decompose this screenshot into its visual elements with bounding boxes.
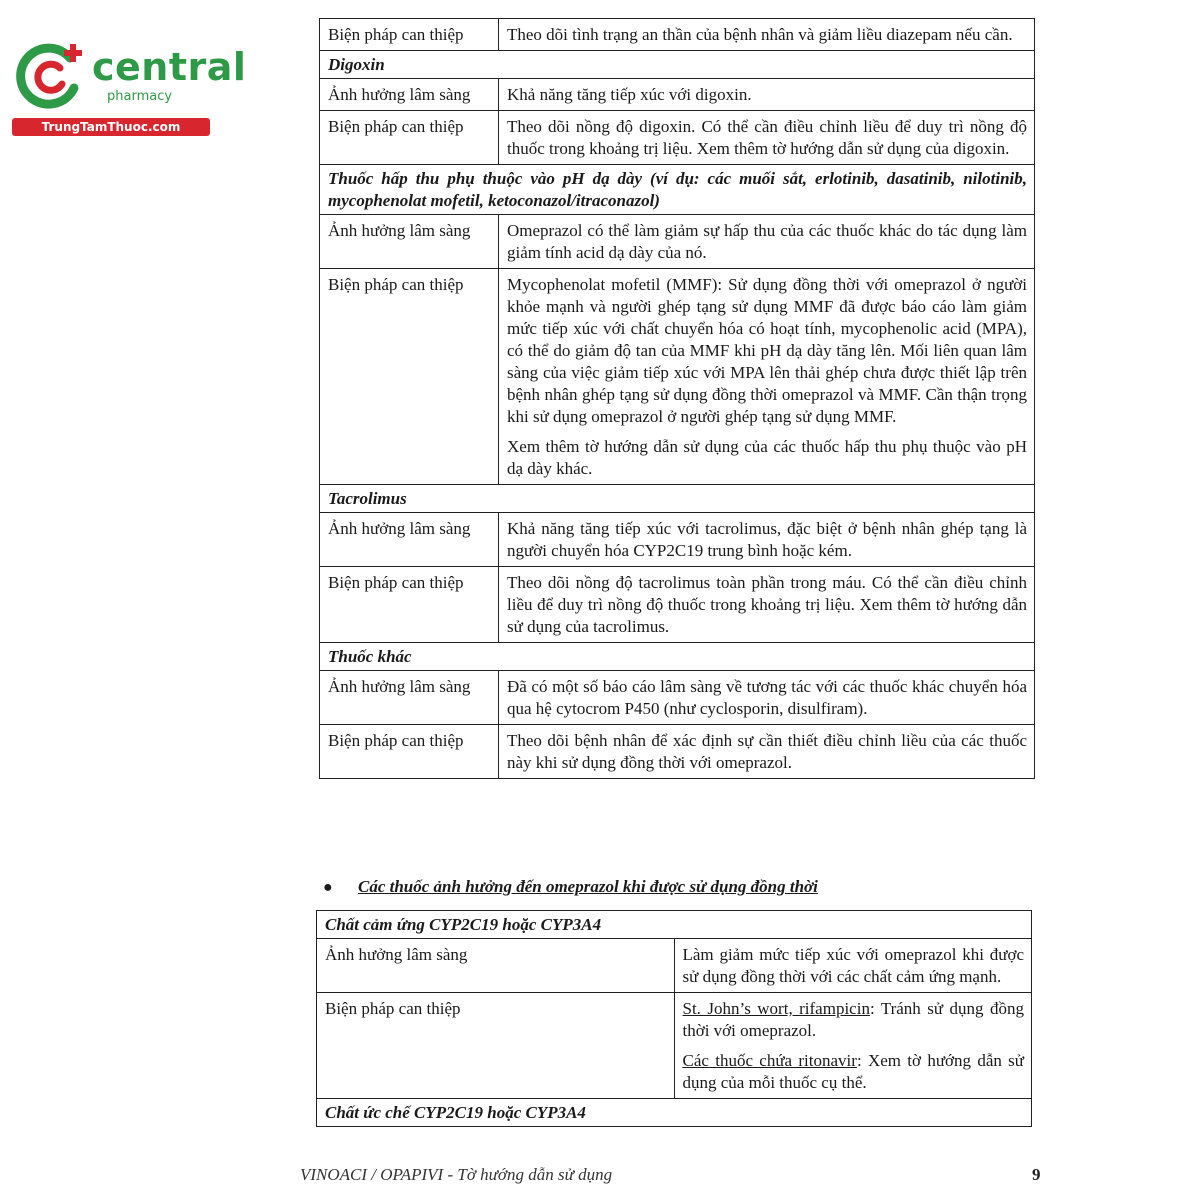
row-text: Làm giảm mức tiếp xúc với omeprazol khi được sử dụng đồng thời với các chất cảm ứng mạnh.	[674, 939, 1032, 993]
row-text: Theo dõi nồng độ digoxin. Có thể cần điều chỉnh liều để duy trì nồng độ thuốc trong khoảng trị liệu. Xem thêm tờ hướng dẫn sử dụng của digoxin.	[499, 111, 1035, 165]
row-text: Theo dõi tình trạng an thần của bệnh nhân và giảm liều diazepam nếu cần.	[499, 19, 1035, 51]
section-title: Thuốc hấp thu phụ thuộc vào pH dạ dày (ví dụ: các muối sắt, erlotinib, dasatinib, nilotinib, mycophenolat mofetil, ketoconazol/itraconazol)	[320, 165, 1035, 215]
paragraph	[683, 998, 1025, 1042]
logo-wordmark: central	[92, 45, 247, 89]
section-header-digoxin	[320, 51, 1035, 79]
section-header-inhibitors	[317, 1099, 1032, 1127]
row-label: Ảnh hưởng lâm sàng	[320, 79, 499, 111]
paragraph: Xem thêm tờ hướng dẫn sử dụng của các thuốc hấp thu phụ thuộc vào pH dạ dày khác.	[507, 437, 1027, 478]
row-text-cell	[674, 993, 1032, 1099]
section-title: Chất cảm ứng CYP2C19 hoặc CYP3A4	[317, 911, 1032, 939]
table-row	[320, 513, 1035, 567]
section-header-ph-drugs	[320, 165, 1035, 215]
row-text: Khả năng tăng tiếp xúc với tacrolimus, đặc biệt ở bệnh nhân ghép tạng là người chuyển hóa CYP2C19 trung bình hoặc kém.	[499, 513, 1035, 567]
row-label: Ảnh hưởng lâm sàng	[317, 939, 675, 993]
bullet-heading-text: Các thuốc ảnh hưởng đến omeprazol khi được sử dụng đồng thời	[358, 877, 818, 896]
row-text: Khả năng tăng tiếp xúc với digoxin.	[499, 79, 1035, 111]
table-row	[320, 111, 1035, 165]
section-header-other-drugs	[320, 643, 1035, 671]
row-label: Ảnh hưởng lâm sàng	[320, 513, 499, 567]
page-number: 9	[1032, 1165, 1041, 1184]
section-header-inducers	[317, 911, 1032, 939]
footer-document-title: VINOACI / OPAPIVI - Tờ hướng dẫn sử dụng	[300, 1165, 613, 1184]
row-text: Đã có một số báo cáo lâm sàng về tương tác với các thuốc khác chuyển hóa qua hệ cytocrom P450 (như cyclosporin, disulfiram).	[499, 671, 1035, 725]
section-title: Tacrolimus	[320, 485, 1035, 513]
section-title: Chất ức chế CYP2C19 hoặc CYP3A4	[317, 1099, 1032, 1127]
row-text: Omeprazol có thể làm giảm sự hấp thu của các thuốc khác do tác dụng làm giảm tính acid dạ dày của nó.	[499, 215, 1035, 269]
section-title: Digoxin	[320, 51, 1035, 79]
table-row	[320, 567, 1035, 643]
table-row	[320, 671, 1035, 725]
central-pharmacy-logo	[12, 38, 247, 138]
row-label: Biện pháp can thiệp	[317, 993, 675, 1099]
bullet-icon: ●	[323, 879, 333, 896]
section-header-tacrolimus	[320, 485, 1035, 513]
logo-url-badge: TrungTamThuoc.com	[12, 118, 210, 136]
logo-mark-icon	[12, 38, 90, 116]
row-label: Biện pháp can thiệp	[320, 567, 499, 643]
row-label: Ảnh hưởng lâm sàng	[320, 671, 499, 725]
drug-name: St. John’s wort, rifampicin	[682, 999, 870, 1018]
section-title: Thuốc khác	[320, 643, 1035, 671]
table-row	[320, 19, 1035, 51]
row-label: Ảnh hưởng lâm sàng	[320, 215, 499, 269]
table-row	[317, 993, 1032, 1099]
table-row	[320, 215, 1035, 269]
interaction-table-omeprazol-on-others	[319, 18, 1035, 779]
table-row	[320, 269, 1035, 485]
row-label: Biện pháp can thiệp	[320, 725, 499, 779]
interaction-table-others-on-omeprazol	[316, 910, 1032, 1127]
row-text: Theo dõi bệnh nhân để xác định sự cần thiết điều chỉnh liều của các thuốc này khi sử dụng đồng thời với omeprazol.	[499, 725, 1035, 779]
paragraph	[683, 1050, 1025, 1094]
table-row	[317, 939, 1032, 993]
table-row	[320, 725, 1035, 779]
row-label: Biện pháp can thiệp	[320, 269, 499, 485]
row-label: Biện pháp can thiệp	[320, 111, 499, 165]
row-text-cell	[499, 269, 1035, 485]
paragraph-text: : Xem tờ hướng dẫn sử dụng của mỗi thuốc cụ thể.	[682, 1051, 1024, 1092]
paragraph-text: : Tránh sử dụng đồng thời với omeprazol.	[682, 999, 1024, 1040]
row-label: Biện pháp can thiệp	[320, 19, 499, 51]
drug-name: Các thuốc chứa ritonavir	[682, 1051, 857, 1070]
logo-subtitle: pharmacy	[107, 89, 173, 104]
paragraph: Mycophenolat mofetil (MMF): Sử dụng đồng thời với omeprazol ở người khỏe mạnh và người ghép tạng sử dụng MMF đã được báo cáo làm giảm mức tiếp xúc với chất chuyển hóa có hoạt tính, mycophenolic acid (MPA), có thể do giảm độ tan của MMF khi pH dạ dày tăng lên. Mối liên quan lâm sàng của việc giảm tiếp xúc với MPA lên thải ghép chưa được thiết lập trên bệnh nhân ghép tạng sử dụng đồng thời omeprazol và MMF. Cần thận trọng khi sử dụng omeprazol ở người ghép tạng sử dụng MMF.	[507, 275, 1027, 426]
table-row	[320, 79, 1035, 111]
row-text: Theo dõi nồng độ tacrolimus toàn phần trong máu. Có thể cần điều chỉnh liều để duy trì nồng độ thuốc trong khoảng trị liệu. Xem thêm tờ hướng dẫn sử dụng của tacrolimus.	[499, 567, 1035, 643]
